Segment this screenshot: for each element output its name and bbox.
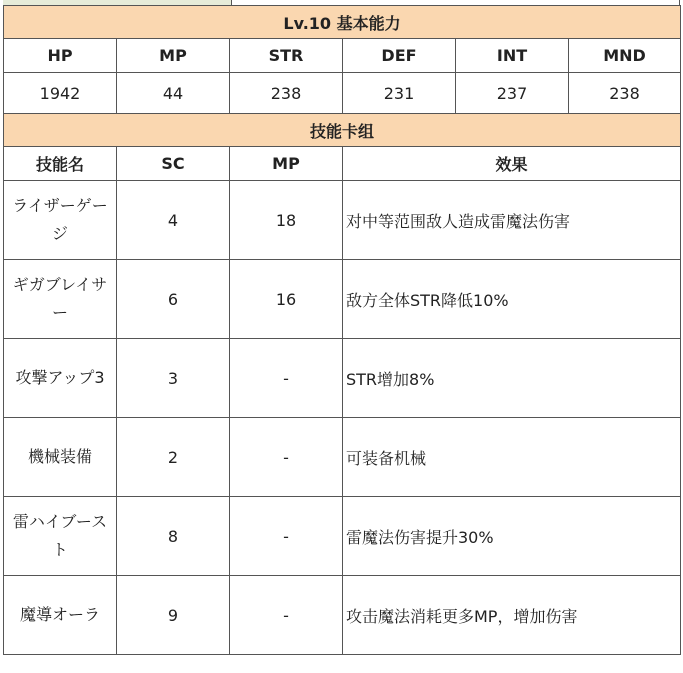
skill-sc: 2 — [117, 418, 230, 497]
skill-mp: 16 — [230, 260, 343, 339]
skill-sc: 3 — [117, 339, 230, 418]
stat-value-str: 238 — [230, 73, 343, 114]
skill-header-effect: 效果 — [343, 147, 681, 181]
skill-sc: 4 — [117, 181, 230, 260]
skill-name: ギガブレイサー — [4, 260, 117, 339]
stats-header-row — [4, 39, 681, 73]
skills-section-title: 技能卡组 — [4, 114, 681, 147]
stat-header-mnd: MND — [569, 39, 681, 73]
skill-name: ライザーゲージ — [4, 181, 117, 260]
skill-effect: 可装备机械 — [343, 418, 681, 497]
stat-header-def: DEF — [343, 39, 456, 73]
skill-effect: 对中等范围敌人造成雷魔法伤害 — [343, 181, 681, 260]
skill-effect: 攻击魔法消耗更多MP，增加伤害 — [343, 576, 681, 655]
stat-value-mp: 44 — [117, 73, 230, 114]
stat-value-def: 231 — [343, 73, 456, 114]
skill-name: 魔導オーラ — [4, 576, 117, 655]
skill-row — [4, 418, 681, 497]
skill-name: 攻撃アップ3 — [4, 339, 117, 418]
skill-header-mp: MP — [230, 147, 343, 181]
stat-value-mnd: 238 — [569, 73, 681, 114]
skill-row — [4, 339, 681, 418]
stat-header-str: STR — [230, 39, 343, 73]
skill-row — [4, 497, 681, 576]
stat-value-hp: 1942 — [4, 73, 117, 114]
skill-sc: 8 — [117, 497, 230, 576]
stats-section-title: Lv.10 基本能力 — [4, 6, 681, 39]
skill-header-name: 技能名 — [4, 147, 117, 181]
skill-name: 雷ハイブースト — [4, 497, 117, 576]
skill-effect: 敌方全体STR降低10% — [343, 260, 681, 339]
stats-value-row — [4, 73, 681, 114]
skill-mp: - — [230, 339, 343, 418]
skill-mp: - — [230, 418, 343, 497]
stat-header-hp: HP — [4, 39, 117, 73]
skill-sc: 9 — [117, 576, 230, 655]
skill-effect: STR增加8% — [343, 339, 681, 418]
skill-mp: - — [230, 497, 343, 576]
stat-value-int: 237 — [456, 73, 569, 114]
skill-row — [4, 260, 681, 339]
character-info-table — [3, 5, 681, 655]
stat-header-mp: MP — [117, 39, 230, 73]
skill-header-sc: SC — [117, 147, 230, 181]
skill-mp: - — [230, 576, 343, 655]
skill-row — [4, 181, 681, 260]
skill-sc: 6 — [117, 260, 230, 339]
skill-effect: 雷魔法伤害提升30% — [343, 497, 681, 576]
skills-header-row — [4, 147, 681, 181]
skill-mp: 18 — [230, 181, 343, 260]
skill-row — [4, 576, 681, 655]
stat-header-int: INT — [456, 39, 569, 73]
skill-name: 機械装備 — [4, 418, 117, 497]
